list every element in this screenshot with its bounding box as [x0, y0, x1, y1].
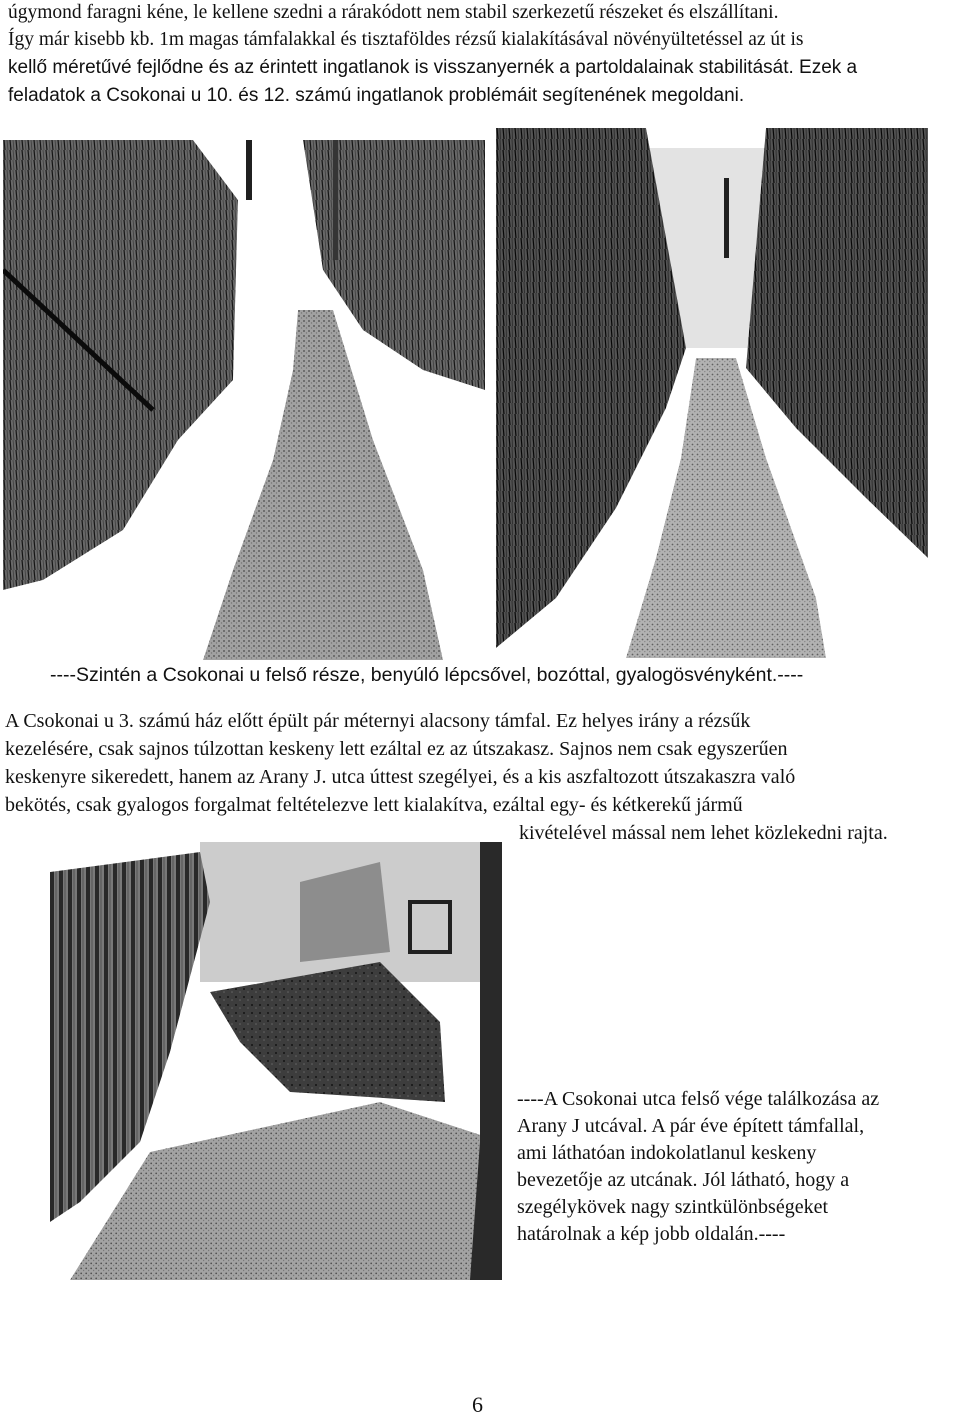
paragraph-line: keskenyre sikeredett, hanem az Arany J. utca úttest szegélyei, és a kis aszfaltozott útszakaszra való	[5, 766, 796, 788]
paragraph-line: bekötés, csak gyalogos forgalmat feltételezve lett kialakítva, ezáltal egy- és kétkerekű jármű	[5, 794, 743, 816]
intro-line: Így már kisebb kb. 1m magas támfalakkal és tisztaföldes rézsű kialakításával növényültetéssel az út is	[8, 29, 804, 50]
photo-caption-top: ----Szintén a Csokonai u felső része, benyúló lépcsővel, bozóttal, gyalogösvényként.----	[50, 664, 804, 686]
intro-line: úgymond faragni kéne, le kellene szedni a rárakódott nem stabil szerkezetű részeket és elszállítani.	[8, 2, 779, 23]
caption-line: bevezetője az utcának. Jól látható, hogy a	[517, 1169, 850, 1191]
caption-line: ami láthatóan indokolatlanul keskeny	[517, 1142, 817, 1164]
paragraph-line: kivételével mással nem lehet közlekedni rajta.	[519, 822, 888, 844]
photo-street-junction	[50, 842, 502, 1280]
paragraph-line: kezelésére, csak sajnos túlzottan keskeny lett ezáltal ez az útszakasz. Sajnos nem csak egyszerűen	[5, 738, 788, 760]
caption-line: ----A Csokonai utca felső vége találkozása az	[517, 1088, 880, 1110]
caption-line: szegélykövek nagy szintkülönbségeket	[517, 1196, 829, 1218]
photo-snowy-path-right	[496, 128, 928, 658]
caption-line: Arany J utcával. A pár éve épített támfallal,	[517, 1115, 865, 1137]
intro-line: feladatok a Csokonai u 10. és 12. számú ingatlanok problémáit segítenének megoldani.	[8, 85, 745, 106]
page-number: 6	[472, 1392, 483, 1417]
photo-snowy-path-left	[3, 140, 485, 660]
caption-line: határolnak a kép jobb oldalán.----	[517, 1223, 786, 1245]
paragraph-line: A Csokonai u 3. számú ház előtt épült pár méternyi alacsony támfal. Ez helyes irány a rézsűk	[5, 710, 751, 732]
intro-line: kellő méretűvé fejlődne és az érintett ingatlanok is visszanyernék a partoldalainak stabilitását. Ezek a	[8, 57, 858, 78]
